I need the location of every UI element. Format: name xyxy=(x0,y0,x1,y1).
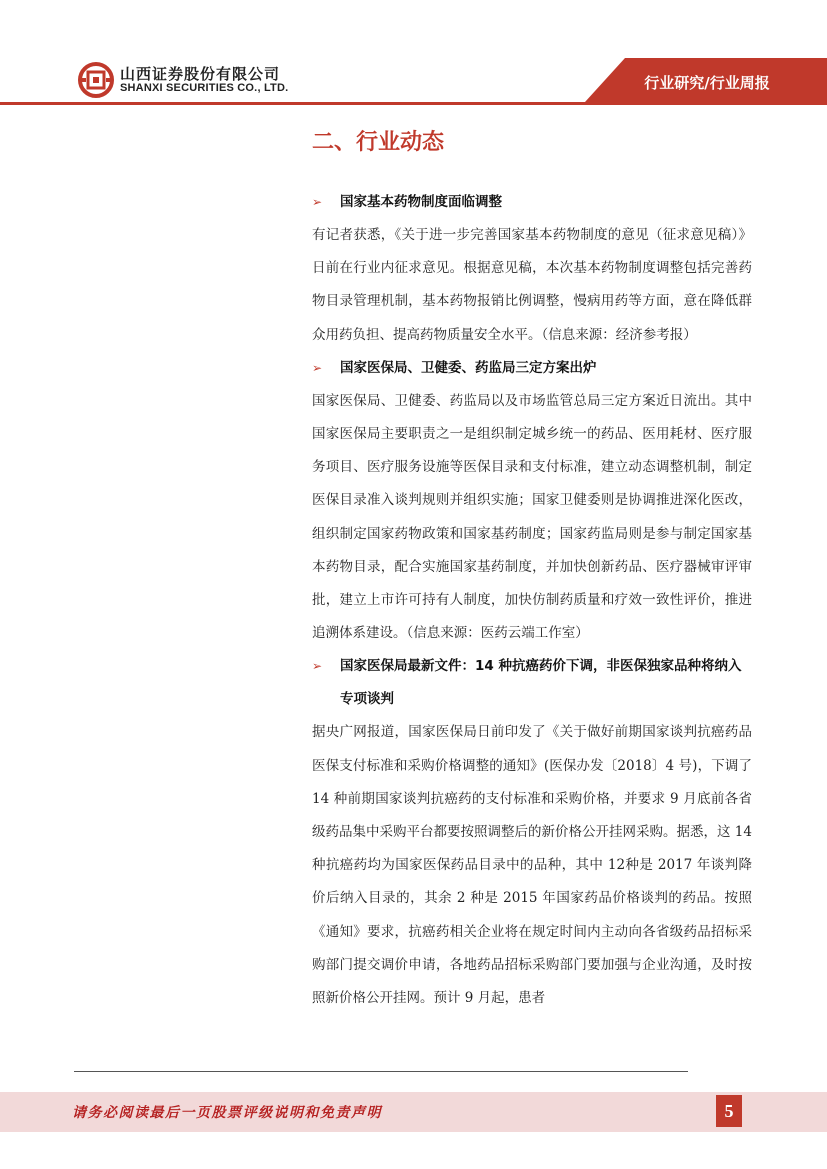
news-heading xyxy=(312,186,752,219)
footer-disclaimer: 请务必阅读最后一页股票评级说明和免责声明 xyxy=(72,1105,382,1121)
arrow-bullet-icon: ➢ xyxy=(312,195,323,209)
page-number: 5 xyxy=(716,1095,742,1127)
text-line: 其中国家医保局主要职责之一是组织制定城乡统一的药品、医用耗材、 xyxy=(312,392,753,443)
company-name-en: SHANXI SECURITIES CO., LTD. xyxy=(120,82,289,94)
text-line: 药品医保支付标准和采购价格调整的通知》(医保办发〔2018〕4 号)， xyxy=(312,724,753,774)
text-line: 新药品、医疗器械审评审批，建立上市许可持有人制度，加快仿制药 xyxy=(312,558,753,609)
text-line: 则是参与制定国家基本药物目录，配合实施国家基药制度，并加快创 xyxy=(312,525,753,575)
page-header xyxy=(0,0,827,108)
text-line: 意在降低群众用药负担、提高药物质量安全水平。（信息来源：经济参 xyxy=(312,293,753,343)
text-line: 门要加强与企业沟通，及时按照新价格公开挂网。预计 9 月起，患者 xyxy=(312,956,753,1007)
arrow-bullet-icon: ➢ xyxy=(312,360,323,375)
news-item xyxy=(312,352,752,651)
news-item xyxy=(312,186,752,352)
text-line: 推进深化医改，组织制定国家药物政策和国家基药制度；国家药监局 xyxy=(312,492,753,542)
text-line: 质量和疗效一致性评价，推进追溯体系建设。（信息来源：医药云端工 xyxy=(312,592,753,642)
section-title: 二、行业动态 xyxy=(312,130,445,155)
news-item xyxy=(312,650,752,1015)
text-line: 作室） xyxy=(548,625,589,642)
text-line: 种是 2017 年谈判降价后纳入目录的，其余 2 种是 2015 年国家药品价 xyxy=(312,857,752,907)
news-heading-text: 国家基本药物制度面临调整 xyxy=(340,194,502,210)
text-line: 下调了 14 种前期国家谈判抗癌药的支付标准和采购价格，并要求 9 月 xyxy=(312,757,752,807)
news-heading xyxy=(312,352,752,385)
news-heading xyxy=(312,650,752,716)
text-line: 医疗服务项目、医疗服务设施等医保目录和支付标准，建立动态调整 xyxy=(312,426,753,476)
text-line: 国家医保局、卫健委、药监局以及市场监管总局三定方案近日流出。 xyxy=(312,392,725,409)
text-line: 稿）》日前在行业内征求意见。根据意见稿，本次基本药物制度调整包 xyxy=(312,227,752,277)
news-body xyxy=(312,385,752,651)
report-type-label: 行业研究/行业周报 xyxy=(644,74,770,92)
text-line: 机制，制定医保目录准入谈判规则并组织实施；国家卫健委则是协调 xyxy=(312,459,753,509)
text-line: 有记者获悉，《关于进一步完善国家基本药物制度的意见（征求意见 xyxy=(312,227,718,243)
text-line: 据央广网报道，国家医保局日前印发了《关于做好前期国家谈判抗癌 xyxy=(312,724,725,741)
news-body xyxy=(312,219,752,352)
text-line: 括完善药物目录管理机制，基本药物报销比例调整，慢病用药等方面， xyxy=(312,260,753,310)
footer-divider xyxy=(74,1071,688,1072)
company-name-cn: 山西证券股份有限公司 xyxy=(120,65,281,83)
text-line: 主动向各省级药品招标采购部门提交调价申请，各地药品招标采购部 xyxy=(312,923,753,973)
text-line: 底前各省级药品集中采购平台都要按照调整后的新价格公开挂网采 xyxy=(312,790,753,841)
news-list xyxy=(312,186,752,1015)
shanxi-securities-logo-icon xyxy=(78,62,114,98)
text-line: 格谈判的药品。按照《通知》要求，抗癌药相关企业将在规定时间内 xyxy=(312,890,752,940)
news-body xyxy=(312,716,752,1015)
text-line: 考报） xyxy=(656,326,697,343)
news-heading-text: 国家医保局最新文件：14 种抗癌药价下调，非医保独家品种将纳入专项谈判 xyxy=(340,658,742,708)
arrow-bullet-icon: ➢ xyxy=(312,659,323,674)
news-heading-text: 国家医保局、卫健委、药监局三定方案出炉 xyxy=(340,359,597,376)
text-line: 购。据悉，这 14 种抗癌药均为国家医保药品目录中的品种，其中 12 xyxy=(312,824,752,874)
